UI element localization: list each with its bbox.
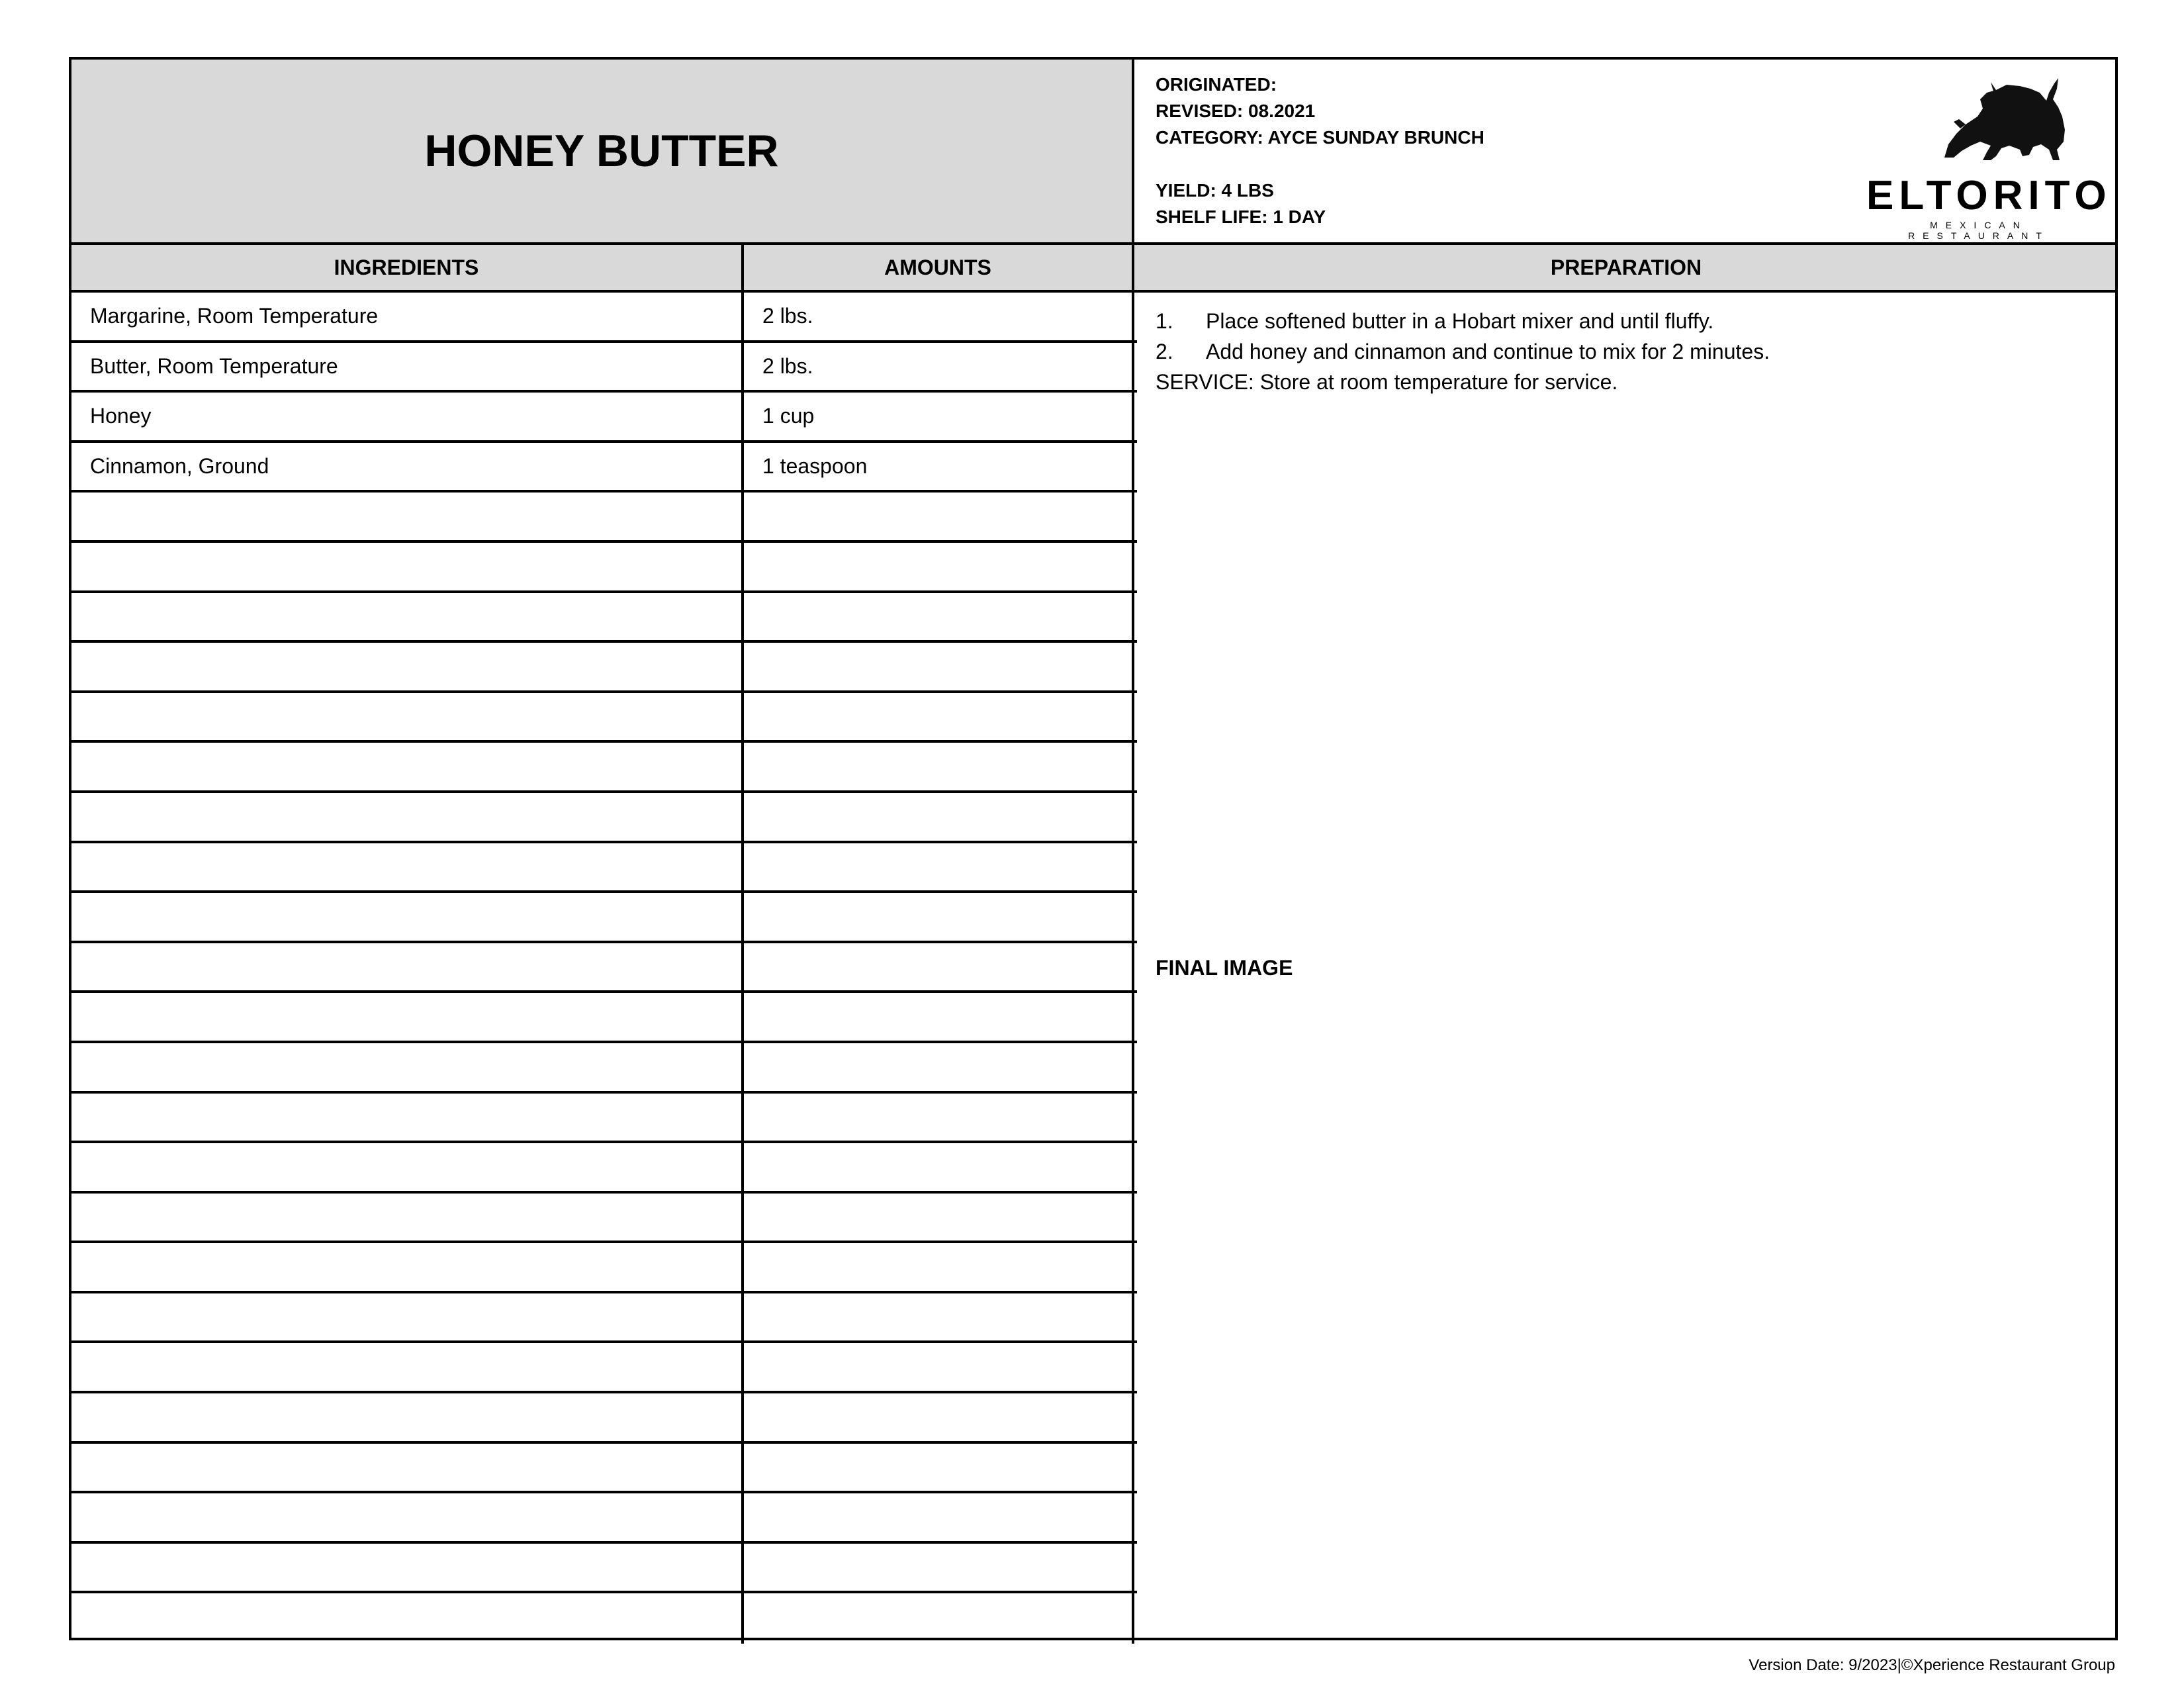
ingredient-cell — [71, 593, 744, 641]
step-text: Add honey and cinnamon and continue to mix for 2 minutes. — [1206, 340, 1770, 363]
logo-tagline: MEXICAN RESTAURANT — [1908, 220, 2050, 241]
ingredient-cell — [71, 1544, 744, 1591]
ingredient-cell — [71, 1444, 744, 1491]
ingredient-cell — [71, 1143, 744, 1191]
ingredient-cell — [71, 1293, 744, 1341]
yield-line: YIELD: 4 LBS — [1156, 180, 1274, 201]
amount-cell — [744, 843, 1134, 891]
amount-cell — [744, 1194, 1134, 1241]
amount-cell: 2 lbs. — [744, 343, 1134, 391]
ingredient-cell — [71, 492, 744, 540]
ingredients-header: INGREDIENTS — [71, 245, 744, 290]
preparation-steps — [1156, 306, 1770, 397]
ingredient-cell — [71, 1043, 744, 1091]
ingredients-table — [71, 293, 1137, 1644]
ingredient-cell — [71, 1593, 744, 1644]
table-row — [71, 1343, 1137, 1393]
ingredient-cell: Butter, Room Temperature — [71, 343, 744, 391]
table-row — [71, 593, 1137, 643]
table-row — [71, 793, 1137, 843]
final-image-label: FINAL IMAGE — [1156, 956, 1293, 980]
amount-cell — [744, 492, 1134, 540]
amount-cell — [744, 543, 1134, 590]
table-row — [71, 393, 1137, 443]
service-note: SERVICE: Store at room temperature for service. — [1156, 370, 1618, 394]
prep-step — [1156, 306, 1770, 336]
amount-cell — [744, 993, 1134, 1041]
amount-cell — [744, 1544, 1134, 1591]
title-cell — [71, 60, 1134, 242]
ingredient-cell — [71, 743, 744, 790]
amount-cell — [744, 743, 1134, 790]
ingredient-cell — [71, 1243, 744, 1291]
amounts-header: AMOUNTS — [744, 245, 1134, 290]
table-row — [71, 1043, 1137, 1094]
table-row — [71, 1493, 1137, 1544]
amount-cell — [744, 1444, 1134, 1491]
amount-cell: 2 lbs. — [744, 293, 1134, 340]
amount-cell — [744, 943, 1134, 991]
table-row — [71, 293, 1137, 343]
amount-cell — [744, 1293, 1134, 1341]
ingredient-cell — [71, 643, 744, 690]
ingredient-cell — [71, 543, 744, 590]
ingredient-cell — [71, 843, 744, 891]
amount-cell — [744, 793, 1134, 841]
table-row — [71, 543, 1137, 593]
table-row — [71, 893, 1137, 943]
ingredient-cell: Honey — [71, 393, 744, 440]
ingredient-cell — [71, 693, 744, 741]
amount-cell — [744, 1493, 1134, 1541]
ingredient-cell — [71, 1343, 744, 1391]
amount-cell — [744, 643, 1134, 690]
table-row — [71, 943, 1137, 994]
ingredient-cell: Cinnamon, Ground — [71, 443, 744, 491]
logo-name: ELTORITO — [1866, 173, 2112, 218]
table-row — [71, 443, 1137, 493]
table-row — [71, 1094, 1137, 1144]
table-row — [71, 1544, 1137, 1594]
table-row — [71, 843, 1137, 894]
shelf-life-line: SHELF LIFE: 1 DAY — [1156, 207, 1326, 227]
amount-cell — [744, 1593, 1134, 1644]
ingredient-cell — [71, 993, 744, 1041]
revised-line: REVISED: 08.2021 — [1156, 101, 1316, 121]
table-row — [71, 1194, 1137, 1244]
category-line: CATEGORY: AYCE SUNDAY BRUNCH — [1156, 127, 1484, 148]
ingredient-cell — [71, 943, 744, 991]
originated-line: ORIGINATED: — [1156, 74, 1277, 95]
amount-cell: 1 cup — [744, 393, 1134, 440]
table-row — [71, 492, 1137, 543]
table-row — [71, 1444, 1137, 1494]
info-cell — [1137, 60, 2115, 242]
amount-cell — [744, 1393, 1134, 1441]
prep-step — [1156, 336, 1770, 367]
table-row — [71, 693, 1137, 743]
step-text: Place softened butter in a Hobart mixer and until fluffy. — [1206, 309, 1714, 333]
amount-cell — [744, 1094, 1134, 1141]
table-row — [71, 743, 1137, 793]
amount-cell — [744, 893, 1134, 941]
preparation-header: PREPARATION — [1550, 255, 1702, 279]
ingredient-cell — [71, 1194, 744, 1241]
table-row — [71, 1393, 1137, 1444]
logo — [1866, 73, 2112, 241]
amount-cell — [744, 693, 1134, 741]
table-row — [71, 1143, 1137, 1194]
ingredient-cell — [71, 1493, 744, 1541]
preparation-cell — [1137, 293, 2115, 1638]
table-row — [71, 993, 1137, 1043]
column-header-row — [71, 242, 2115, 293]
bull-icon — [1866, 73, 2091, 172]
ingredient-cell — [71, 893, 744, 941]
version-footer: Version Date: 9/2023|©Xperience Restaurant Group — [1749, 1656, 2115, 1674]
table-row — [71, 643, 1137, 693]
ingredient-cell — [71, 1094, 744, 1141]
table-row — [71, 1243, 1137, 1293]
recipe-sheet — [69, 57, 2118, 1640]
ingredient-cell: Margarine, Room Temperature — [71, 293, 744, 340]
ingredient-cell — [71, 1393, 744, 1441]
step-number: 1. — [1156, 309, 1173, 333]
amount-cell — [744, 1043, 1134, 1091]
recipe-info — [1156, 71, 1484, 230]
amount-cell — [744, 1343, 1134, 1391]
recipe-title: HONEY BUTTER — [424, 126, 779, 176]
amount-cell — [744, 1143, 1134, 1191]
amount-cell: 1 teaspoon — [744, 443, 1134, 491]
table-row — [71, 343, 1137, 393]
amount-cell — [744, 593, 1134, 641]
step-number: 2. — [1156, 340, 1173, 363]
table-row — [71, 1593, 1137, 1644]
amount-cell — [744, 1243, 1134, 1291]
ingredient-cell — [71, 793, 744, 841]
table-row — [71, 1293, 1137, 1344]
